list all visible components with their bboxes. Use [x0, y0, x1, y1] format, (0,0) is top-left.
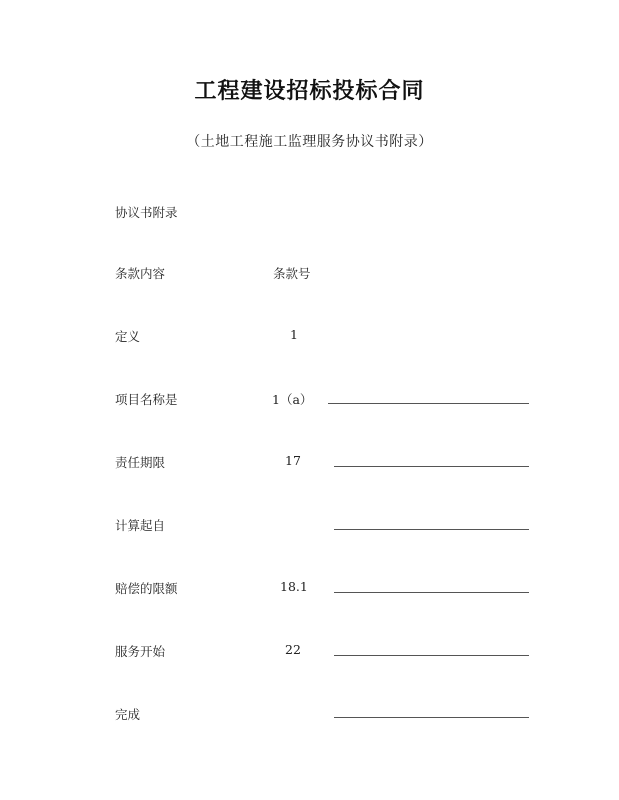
completion-blank-line[interactable] [334, 717, 529, 718]
document-subtitle: （土地工程施工监理服务协议书附录） [186, 134, 433, 150]
row-label-service-start: 服务开始 [115, 644, 166, 659]
section-heading: 协议书附录 [115, 205, 178, 220]
row-label-calculated-from: 计算起自 [115, 518, 166, 533]
row-clause-project-name: 1（a） [272, 392, 313, 407]
header-content-column: 条款内容 [115, 266, 166, 281]
document-title: 工程建设招标投标合同 [194, 79, 425, 104]
row-label-completion: 完成 [115, 707, 141, 722]
row-label-definition: 定义 [115, 329, 141, 344]
service-start-blank-line[interactable] [334, 655, 529, 656]
compensation-limit-blank-line[interactable] [334, 592, 529, 593]
row-label-liability-period: 责任期限 [115, 455, 166, 470]
calculated-from-blank-line[interactable] [334, 529, 529, 530]
header-clause-column: 条款号 [273, 266, 311, 281]
row-label-compensation-limit: 赔偿的限额 [115, 581, 178, 596]
liability-period-blank-line[interactable] [334, 466, 529, 467]
project-name-blank-line[interactable] [328, 403, 529, 404]
row-clause-service-start: 22 [285, 642, 301, 657]
row-clause-compensation-limit: 18.1 [280, 579, 308, 594]
row-clause-liability-period: 17 [285, 453, 301, 468]
row-clause-definition: 1 [290, 327, 298, 342]
row-label-project-name: 项目名称是 [115, 392, 178, 407]
